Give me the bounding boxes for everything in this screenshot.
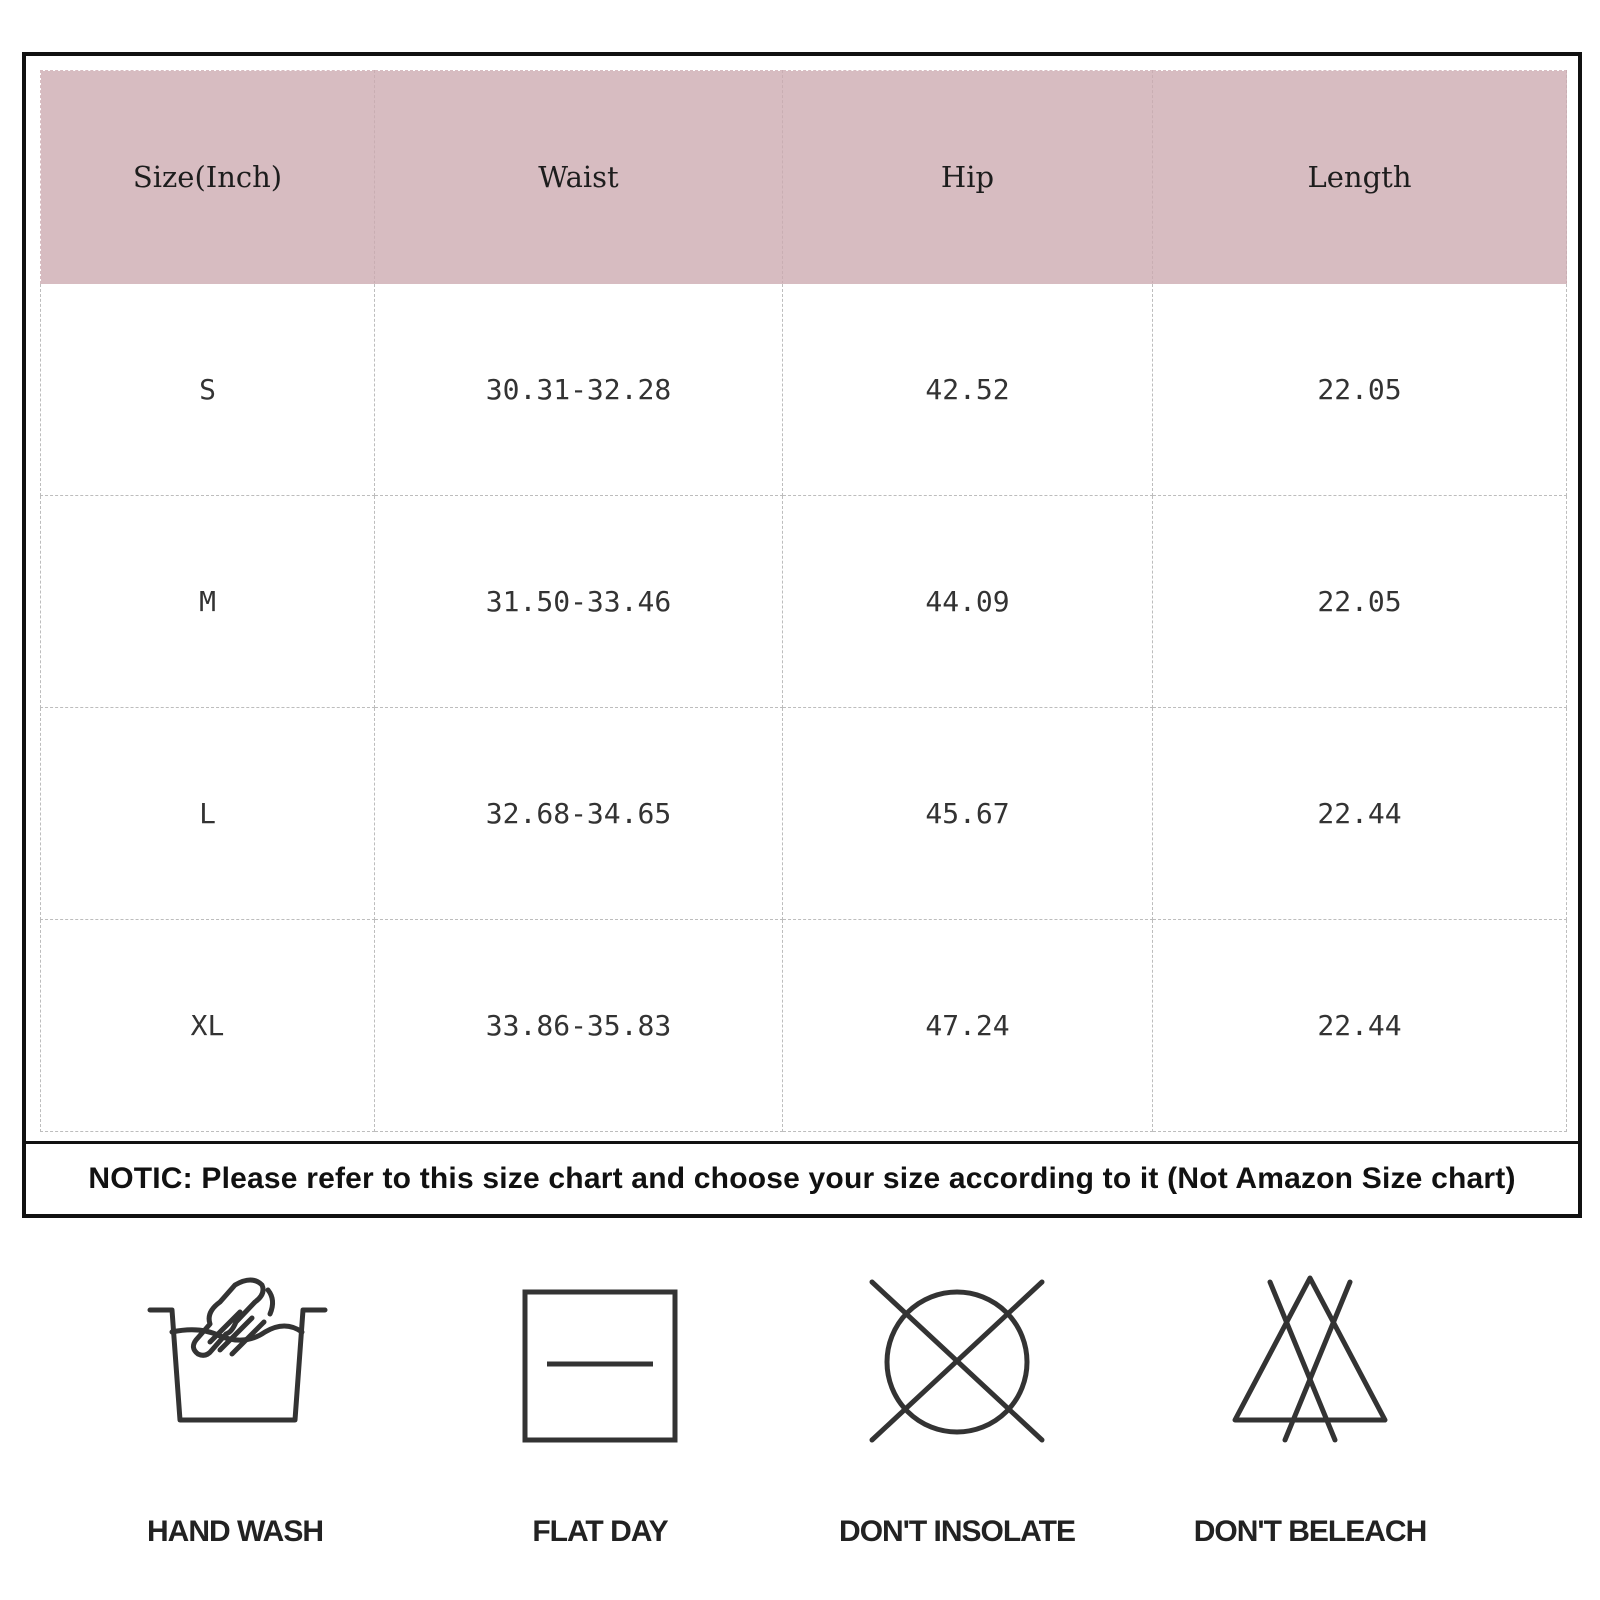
hip-cell: 45.67	[783, 708, 1153, 920]
hip-cell: 47.24	[783, 920, 1153, 1132]
care-symbol-dont-bleach	[1150, 1270, 1470, 1570]
care-symbol-flat-dry	[440, 1270, 760, 1570]
header-length: Length	[1153, 71, 1567, 284]
size-cell: S	[41, 284, 375, 496]
size-cell: XL	[41, 920, 375, 1132]
table-row	[41, 496, 1567, 708]
care-symbol-dont-insolate	[797, 1270, 1117, 1570]
header-hip: Hip	[783, 71, 1153, 284]
care-label: DON'T BELEACH	[1193, 1515, 1427, 1548]
do-not-bleach-icon	[1225, 1270, 1395, 1450]
flat-dry-icon	[515, 1270, 685, 1450]
hip-cell: 44.09	[783, 496, 1153, 708]
care-label: HAND WASH	[147, 1515, 323, 1548]
table-row	[41, 284, 1567, 496]
header-waist: Waist	[375, 71, 783, 284]
length-cell: 22.05	[1153, 284, 1567, 496]
care-label: FLAT DAY	[532, 1515, 668, 1548]
size-chart-notice: NOTIC: Please refer to this size chart and choose your size according to it (Not Amazon Size chart)	[26, 1141, 1578, 1214]
care-label: DON'T INSOLATE	[839, 1515, 1075, 1548]
hand-wash-icon	[140, 1270, 330, 1450]
size-cell: M	[41, 496, 375, 708]
hip-cell: 42.52	[783, 284, 1153, 496]
size-chart-table	[40, 70, 1567, 1132]
size-chart-frame	[22, 52, 1582, 1218]
waist-cell: 30.31-32.28	[375, 284, 783, 496]
table-row	[41, 708, 1567, 920]
header-size: Size(Inch)	[41, 71, 375, 284]
length-cell: 22.44	[1153, 708, 1567, 920]
table-row	[41, 920, 1567, 1132]
care-symbol-hand-wash	[75, 1270, 395, 1570]
table-header-row	[41, 71, 1567, 284]
size-cell: L	[41, 708, 375, 920]
length-cell: 22.05	[1153, 496, 1567, 708]
waist-cell: 31.50-33.46	[375, 496, 783, 708]
waist-cell: 33.86-35.83	[375, 920, 783, 1132]
length-cell: 22.44	[1153, 920, 1567, 1132]
waist-cell: 32.68-34.65	[375, 708, 783, 920]
do-not-tumble-dry-icon	[862, 1270, 1052, 1450]
